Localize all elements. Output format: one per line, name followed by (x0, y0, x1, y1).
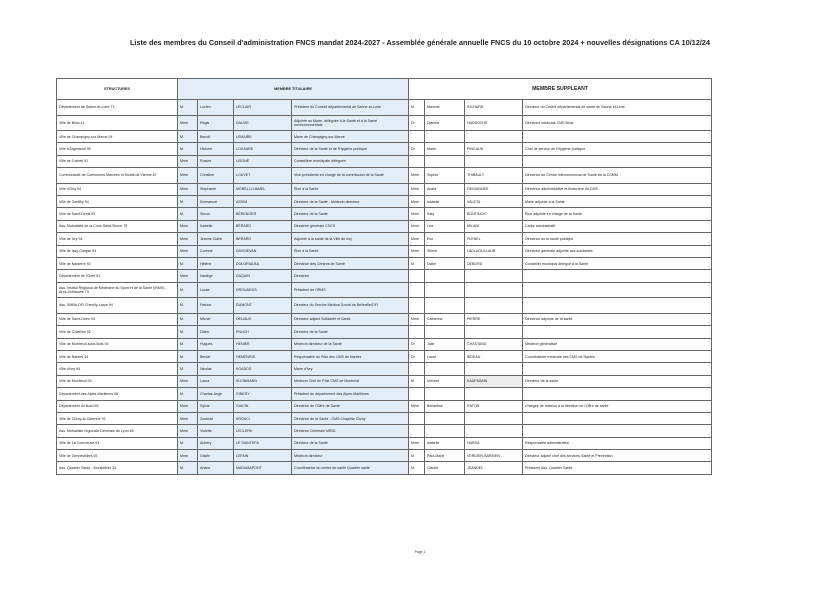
header-structure: STRUCTURES (57, 79, 178, 100)
titulaire-lastname: LEMAIRE (234, 131, 292, 143)
suppleant-lastname: FLENEL (465, 233, 523, 245)
table-row (57, 258, 712, 270)
titulaire-function: Directeur adjoint Solidarité et Santé (292, 313, 409, 325)
titulaire-firstname: Zoubida (198, 412, 234, 424)
titulaire-firstname: Jeanne Claire (198, 233, 234, 245)
titulaire-civility: Mme (178, 155, 198, 167)
structure-cell: Ville de La Courneuve 93 (57, 437, 178, 449)
structure-cell: Ville d'Orly 94 (57, 183, 178, 195)
structure-cell: Ville de Issy-Gurgan 93 (57, 245, 178, 257)
titulaire-function: Directeur de la Santé (292, 208, 409, 220)
suppleant-firstname: Eve (425, 233, 465, 245)
titulaire-civility: Mme (178, 450, 198, 462)
suppleant-lastname: BIDEAU (465, 350, 523, 362)
titulaire-firstname: Hélène (198, 258, 234, 270)
table-row (57, 400, 712, 412)
titulaire-lastname: DUMONT (234, 298, 292, 314)
titulaire-lastname: BÉRARD (234, 220, 292, 232)
suppleant-civility: Mme (409, 220, 425, 232)
table-header-row (57, 79, 712, 100)
titulaire-civility: M. (178, 350, 198, 362)
structure-cell: Ville de Clichy-la-Garenne 92 (57, 412, 178, 424)
suppleant-firstname: Laure (425, 350, 465, 362)
titulaire-civility: M. (178, 282, 198, 298)
structure-cell: Ville de Gentilly 94 (57, 196, 178, 208)
titulaire-firstname: Violette (198, 425, 234, 437)
suppleant-firstname: Djamila (425, 115, 465, 131)
titulaire-lastname: MADAMAPONT (234, 462, 292, 474)
suppleant-lastname: DEBORD (465, 258, 523, 270)
table-row (57, 450, 712, 462)
titulaire-function: Adjointe au Maire, déléguée à la Santé et à la Santé environnementale (292, 115, 409, 131)
table-row (57, 437, 712, 449)
suppleant-function: Cadre administratif (523, 220, 712, 232)
table-row (57, 338, 712, 350)
titulaire-lastname: DELIAUX (234, 313, 292, 325)
suppleant-function (523, 326, 712, 338)
table-row (57, 388, 712, 400)
suppleant-firstname: Isabelle (425, 437, 465, 449)
titulaire-firstname: Stéphanie (198, 183, 234, 195)
titulaire-lastname: DOLORIALBA (234, 258, 292, 270)
structure-cell: Département de Saône-et-Loire 71 (57, 100, 178, 116)
titulaire-function: Directeur de la Santé (292, 326, 409, 338)
suppleant-lastname (465, 388, 523, 400)
titulaire-function: Directrice de l'Offre de Santé (292, 400, 409, 412)
structure-cell: Département de l'Orne 61 (57, 270, 178, 282)
suppleant-civility: Dr (409, 115, 425, 131)
suppleant-lastname (465, 425, 523, 437)
table-row (57, 298, 712, 314)
titulaire-firstname: Ariane (198, 462, 234, 474)
titulaire-civility: Mme (178, 425, 198, 437)
suppleant-lastname (465, 155, 523, 167)
titulaire-function: Directrice générale CSCS (292, 220, 409, 232)
titulaire-firstname: Benoît (198, 131, 234, 143)
titulaire-lastname: LOUAARE (234, 143, 292, 155)
suppleant-function (523, 270, 712, 282)
titulaire-firstname: Christine (198, 168, 234, 184)
titulaire-firstname: Hichem (198, 143, 234, 155)
titulaire-function: Maire d'Ivry (292, 363, 409, 375)
titulaire-function: Coordinatrice du centre de santé Quartier santé (292, 462, 409, 474)
suppleant-lastname (465, 131, 523, 143)
titulaire-function: Médecin directeur de la Santé (292, 338, 409, 350)
titulaire-function: Adjointe à la santé de la Ville de Ivry (292, 233, 409, 245)
suppleant-function: Directeur de la santé (523, 375, 712, 387)
suppleant-civility: Mme (409, 437, 425, 449)
titulaire-function: Directrice des Centres de Santé (292, 258, 409, 270)
suppleant-civility: M. (409, 450, 425, 462)
suppleant-firstname (425, 388, 465, 400)
suppleant-civility: Mme (409, 208, 425, 220)
suppleant-lastname: THIBAULT (465, 168, 523, 184)
titulaire-civility: M. (178, 196, 198, 208)
suppleant-lastname: CHASTANG (465, 338, 523, 350)
titulaire-firstname: Laura (198, 375, 234, 387)
structure-cell: Ass. Quartier Santé - Montpellier 34 (57, 462, 178, 474)
suppleant-function: Directrice du Centre intercommunal de Santé de la CCMM (523, 168, 712, 184)
titulaire-civility: Mme (178, 233, 198, 245)
suppleant-civility: Mme (409, 183, 425, 195)
suppleant-function: Chef de service de l'Hygiène publique (523, 143, 712, 155)
titulaire-function: Responsable du Pôle des CMS de Nantes (292, 350, 409, 362)
structure-cell: Ville de Blois 41 (57, 115, 178, 131)
titulaire-firstname: Sylvie (198, 400, 234, 412)
suppleant-lastname: PIERRE (465, 313, 523, 325)
suppleant-function (523, 155, 712, 167)
structure-cell: Département des Alpes-Maritimes 06 (57, 388, 178, 400)
suppleant-firstname: Léa (425, 220, 465, 232)
suppleant-function (523, 282, 712, 298)
suppleant-civility: Dr (409, 350, 425, 362)
suppleant-function (523, 363, 712, 375)
titulaire-lastname: ENUCH (234, 326, 292, 338)
table-row (57, 363, 712, 375)
titulaire-lastname: LEFAIN (234, 450, 292, 462)
titulaire-function: Élue à la Santé (292, 245, 409, 257)
table-row (57, 183, 712, 195)
suppleant-lastname: PINCAUD (465, 143, 523, 155)
structure-cell: Ville d'Argenteuil 95 (57, 143, 178, 155)
titulaire-civility: M. (178, 258, 198, 270)
suppleant-civility: M. (409, 258, 425, 270)
suppleant-firstname: Julie (425, 338, 465, 350)
titulaire-civility: M. (178, 143, 198, 155)
suppleant-function: Directrice adjointe de la santé (523, 313, 712, 325)
suppleant-lastname: DEGUINNEE (465, 183, 523, 195)
titulaire-function: Médecin Chef de Pôle CMS de Montreuil (292, 375, 409, 387)
suppleant-civility: M. (409, 100, 425, 116)
titulaire-firstname: Nicolas (198, 363, 234, 375)
titulaire-lastname: ASSIM (234, 196, 292, 208)
suppleant-civility (409, 425, 425, 437)
titulaire-lastname: LECLAIR (234, 100, 292, 116)
suppleant-civility: Mme (409, 233, 425, 245)
titulaire-firstname: Rosine (198, 155, 234, 167)
suppleant-function: Directrice de la santé publique (523, 233, 712, 245)
titulaire-firstname: Nadège (198, 270, 234, 282)
table-row (57, 196, 712, 208)
suppleant-civility: Mme (409, 400, 425, 412)
suppleant-civility: Mme (409, 245, 425, 257)
titulaire-firstname: Isabelle (198, 220, 234, 232)
titulaire-civility: M. (178, 131, 198, 143)
table-row (57, 208, 712, 220)
suppleant-firstname: Catherine (425, 313, 465, 325)
titulaire-firstname: Simon (198, 208, 234, 220)
structure-cell: Ass. Mutualiste régionale Générale de Lyon 69 (57, 425, 178, 437)
suppleant-lastname: HADDUCHE (465, 115, 523, 131)
suppleant-lastname: LADLAOUI-LAUB (465, 245, 523, 257)
titulaire-civility: Mme (178, 375, 198, 387)
suppleant-firstname (425, 298, 465, 314)
titulaire-lastname: LOUVET (234, 168, 292, 184)
suppleant-function: Directrice générale adjointe aux solidarités (523, 245, 712, 257)
titulaire-firstname: Régis (198, 115, 234, 131)
structure-cell: Ville de Corbeil 91 (57, 155, 178, 167)
suppleant-function (523, 388, 712, 400)
table-row (57, 462, 712, 474)
table-row (57, 270, 712, 282)
suppleant-function: Élue adjointe en charge de la Santé (523, 208, 712, 220)
suppleant-civility (409, 363, 425, 375)
structure-cell: Ville de Chatillon 92 (57, 326, 178, 338)
titulaire-firstname: Emmanuel (198, 196, 234, 208)
table-row (57, 425, 712, 437)
structure-cell: Département du Nord 59 (57, 400, 178, 412)
titulaire-function: Président de l'IRMS (292, 282, 409, 298)
header-titulaire: MEMBRE TITULAIRE (178, 79, 409, 100)
table-row (57, 100, 712, 116)
titulaire-lastname: BÉRENGER (234, 208, 292, 220)
page-footer: Page 1 (414, 550, 426, 554)
titulaire-civility: Mme (178, 168, 198, 184)
suppleant-firstname: Katy (425, 208, 465, 220)
titulaire-firstname: Aubery (198, 437, 234, 449)
suppleant-firstname: Maxime (425, 100, 465, 116)
table-row (57, 313, 712, 325)
suppleant-function: Président Ass. Quartier Santé (523, 462, 712, 474)
titulaire-civility: Mme (178, 115, 198, 131)
suppleant-function: Chargée de mission à la direction de l'Offre de santé (523, 400, 712, 412)
titulaire-civility: Mme (178, 245, 198, 257)
titulaire-firstname: Patrice (198, 298, 234, 314)
titulaire-lastname: LISONE (234, 155, 292, 167)
table-row (57, 131, 712, 143)
titulaire-function: Élue à la Santé (292, 183, 409, 195)
suppleant-civility: Dr (409, 338, 425, 350)
suppleant-firstname (425, 282, 465, 298)
titulaire-civility: M. (178, 338, 198, 350)
structure-cell: Ville de Montreuil 93 (57, 375, 178, 387)
suppleant-lastname (465, 270, 523, 282)
suppleant-function: Directrice administrative et financière du CMS (523, 183, 712, 195)
structure-cell: Ville de Ivry 94 (57, 233, 178, 245)
titulaire-function: Maire de Champigny-sur-Marne (292, 131, 409, 143)
titulaire-civility: Mme (178, 400, 198, 412)
titulaire-civility: M. (178, 100, 198, 116)
structure-cell: Communauté de Communes Marches et Monts de Vienne 87 (57, 168, 178, 184)
structure-cell: Ville de Gennevilliers 92 (57, 450, 178, 462)
suppleant-function (523, 131, 712, 143)
suppleant-lastname (465, 298, 523, 314)
suppleant-function: Conseiller municipal délégué à la Santé (523, 258, 712, 270)
suppleant-civility (409, 270, 425, 282)
table-row (57, 220, 712, 232)
structure-cell: Ville de Champigny-sur-Marne 94 (57, 131, 178, 143)
suppleant-function (523, 425, 712, 437)
titulaire-civility: Mme (178, 220, 198, 232)
titulaire-function: Directeur de la Santé - Médecin directeur (292, 196, 409, 208)
titulaire-function: Président du département des Alpes-Maritimes (292, 388, 409, 400)
suppleant-function: Directeur adjoint chef des services Santé et Prévention (523, 450, 712, 462)
suppleant-civility (409, 412, 425, 424)
suppleant-function (523, 412, 712, 424)
suppleant-lastname: BONTINCK (465, 208, 523, 220)
suppleant-civility: Dr (409, 143, 425, 155)
suppleant-lastname: VALETA (465, 196, 523, 208)
titulaire-civility: M. (178, 208, 198, 220)
table-row (57, 168, 712, 184)
structure-cell: Ville d'Ivry 94 (57, 363, 178, 375)
suppleant-firstname (425, 155, 465, 167)
structure-cell: Ville de Nantes 44 (57, 350, 178, 362)
titulaire-function: Directrice Générale MRGL (292, 425, 409, 437)
suppleant-lastname: RATON (465, 400, 523, 412)
titulaire-function: Directeur de la Santé (292, 437, 409, 449)
titulaire-firstname: Lucas (198, 282, 234, 298)
suppleant-lastname (465, 363, 523, 375)
titulaire-lastname: DROUADOS (234, 282, 292, 298)
suppleant-function: Responsable administrative (523, 437, 712, 449)
structure-cell: Ass. SMBA OFI Chevilly-Larue 94 (57, 298, 178, 314)
suppleant-firstname: Sophie (425, 168, 465, 184)
titulaire-firstname: Michel (198, 313, 234, 325)
table-row (57, 350, 712, 362)
table-row (57, 412, 712, 424)
suppleant-function: Directrice médicale CMS Blois (523, 115, 712, 131)
suppleant-firstname (425, 270, 465, 282)
titulaire-function: Directeur de la Santé et de l'Hygiène publique (292, 143, 409, 155)
suppleant-civility: M. (409, 375, 425, 387)
suppleant-civility: Mme (409, 168, 425, 184)
titulaire-lastname: DAQUIN (234, 270, 292, 282)
suppleant-firstname: Didier (425, 258, 465, 270)
titulaire-civility: Mme (178, 183, 198, 195)
suppleant-lastname: MILANI (465, 220, 523, 232)
suppleant-lastname: RICHARD (465, 100, 523, 116)
titulaire-lastname: DAUGE (234, 115, 292, 131)
suppleant-civility: Mme (409, 196, 425, 208)
suppleant-civility (409, 131, 425, 143)
suppleant-lastname: JEANDEL (465, 462, 523, 474)
titulaire-firstname: Benoit (198, 350, 234, 362)
structure-cell: Ville de Saint-Denis 93 (57, 208, 178, 220)
suppleant-lastname (465, 412, 523, 424)
titulaire-civility: M. (178, 363, 198, 375)
titulaire-lastname: MORELLI-HAMEL (234, 183, 292, 195)
titulaire-civility: Mme (178, 412, 198, 424)
titulaire-function: Conseillère municipale déléguée (292, 155, 409, 167)
titulaire-lastname: KLEINMANN (234, 375, 292, 387)
suppleant-firstname: Bellantine (425, 400, 465, 412)
suppleant-firstname: Isabelle (425, 196, 465, 208)
titulaire-firstname: Didier (198, 326, 234, 338)
suppleant-firstname (425, 425, 465, 437)
titulaire-firstname: Charles-Ange (198, 388, 234, 400)
titulaire-lastname: DASSIEVAN (234, 245, 292, 257)
structure-cell: Ass. Institut Régional de Médecine du Sport et de la Santé (IRMS) - Ares-Guillaume 74 (57, 282, 178, 298)
structure-cell: Ville de Montreuil-sous-Bois 93 (57, 338, 178, 350)
suppleant-firstname: Sihem (425, 245, 465, 257)
titulaire-function: Vice-présidente en charge de la commission de la Santé (292, 168, 409, 184)
titulaire-lastname: LE SAINTEFA (234, 437, 292, 449)
header-suppleant: MEMBRE SUPPLEANT (409, 79, 712, 100)
titulaire-civility: M. (178, 326, 198, 338)
suppleant-civility (409, 155, 425, 167)
suppleant-civility (409, 298, 425, 314)
document-title: Liste des membres du Conseil d'administration FNCS mandat 2024-2027 - Assemblée générale annuelle FNCS du 10 octobre 2024 + nouvelles désignations CA 10/12/24 (129, 38, 711, 47)
titulaire-civility: M. (178, 462, 198, 474)
titulaire-lastname: GINESY (234, 388, 292, 400)
titulaire-function: Président du Conseil départemental de Saône-et-Loire (292, 100, 409, 116)
titulaire-lastname: HENIER (234, 338, 292, 350)
structure-cell: Ass. Mutualiste de la Croix-Saint-Simon 75 (57, 220, 178, 232)
suppleant-firstname: Claude (425, 462, 465, 474)
titulaire-civility: Mme (178, 270, 198, 282)
structure-cell: Ville de Nanterre 92 (57, 258, 178, 270)
titulaire-firstname: Lucien (198, 100, 234, 116)
suppleant-lastname (465, 326, 523, 338)
titulaire-lastname: LECLERK (234, 425, 292, 437)
suppleant-civility: M. (409, 462, 425, 474)
suppleant-function (523, 298, 712, 314)
titulaire-civility: M. (178, 437, 198, 449)
titulaire-function: Médecin directeur (292, 450, 409, 462)
suppleant-firstname: Marie (425, 143, 465, 155)
suppleant-lastname (465, 282, 523, 298)
structure-cell: Ville de Saint-Ouen 93 (57, 313, 178, 325)
titulaire-civility: M. (178, 388, 198, 400)
titulaire-firstname: Hugues (198, 338, 234, 350)
suppleant-firstname (425, 326, 465, 338)
suppleant-function: Maire adjointe à la Santé (523, 196, 712, 208)
table-row (57, 326, 712, 338)
suppleant-firstname (425, 412, 465, 424)
titulaire-lastname: KROUCI (234, 412, 292, 424)
suppleant-function: Coordinatrice médicale des CMS de Nantes (523, 350, 712, 362)
table-row (57, 233, 712, 245)
table-row (57, 143, 712, 155)
table-row (57, 245, 712, 257)
table-row (57, 375, 712, 387)
suppleant-civility (409, 282, 425, 298)
suppleant-firstname: Anaïs (425, 183, 465, 195)
table-row (57, 155, 712, 167)
suppleant-lastname: KAUFMANN (465, 375, 523, 387)
suppleant-firstname (425, 131, 465, 143)
suppleant-civility: Mme (409, 313, 425, 325)
titulaire-function: Directrice (292, 270, 409, 282)
titulaire-firstname: Gisèle (198, 450, 234, 462)
titulaire-function: Directeur du Service Médical Social de Belleville/OFI (292, 298, 409, 314)
titulaire-firstname: Corinne (198, 245, 234, 257)
titulaire-lastname: HEMENRIS (234, 350, 292, 362)
suppleant-civility (409, 388, 425, 400)
titulaire-lastname: GIACIN (234, 400, 292, 412)
suppleant-firstname (425, 363, 465, 375)
suppleant-lastname: VERDIER-BAREIEN (465, 450, 523, 462)
table-row (57, 115, 712, 131)
suppleant-firstname: Vincent (425, 375, 465, 387)
suppleant-function: Médecin généraliste (523, 338, 712, 350)
titulaire-lastname: BÉRARD (234, 233, 292, 245)
titulaire-function: Directrice de la Santé - CMS Chapelle Clichy (292, 412, 409, 424)
suppleant-civility (409, 326, 425, 338)
titulaire-civility: M. (178, 313, 198, 325)
titulaire-lastname: KOADOS (234, 363, 292, 375)
members-table (56, 78, 712, 475)
suppleant-function: Directeur du Centre départemental de santé de Saône-et-Loire (523, 100, 712, 116)
suppleant-firstname: Paul-Marie (425, 450, 465, 462)
table-row (57, 282, 712, 298)
titulaire-civility: M. (178, 298, 198, 314)
suppleant-lastname: HARDA (465, 437, 523, 449)
